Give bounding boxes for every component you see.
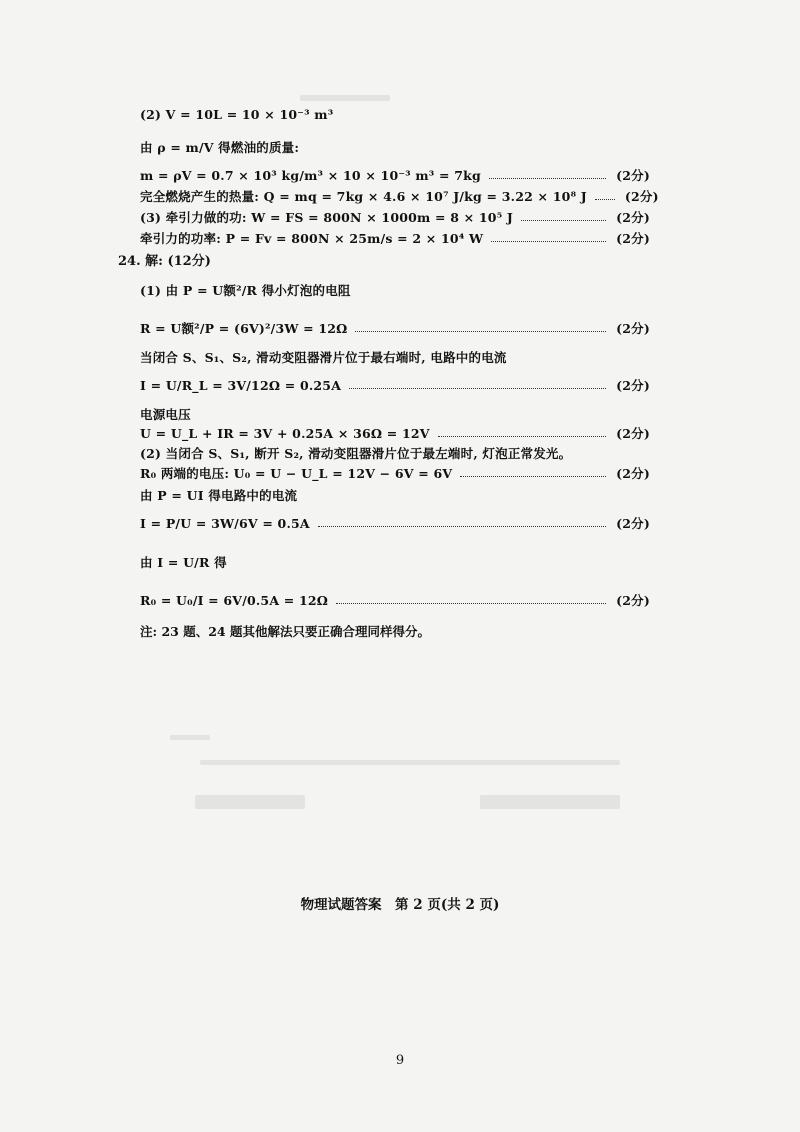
page-number: 9 — [395, 1053, 405, 1068]
answer-line — [140, 229, 650, 247]
leader-dots — [438, 436, 606, 437]
answer-line — [140, 591, 650, 609]
answer-text: 完全燃烧产生的热量: Q = mq = 7kg × 4.6 × 10⁷ J/kg = 3.22 × 10⁸ J — [140, 189, 587, 204]
answer-text: (3) 牵引力做的功: W = FS = 800N × 1000m = 8 × 10⁵ J — [140, 210, 514, 225]
score-label: (2分) — [616, 516, 650, 531]
answer-text: 由 P = UI 得电路中的电流 — [140, 488, 298, 503]
leader-dots — [460, 476, 606, 477]
score-label: (2分) — [616, 231, 650, 246]
answer-text: R₀ 两端的电压: U₀ = U − U_L = 12V − 6V = 6V — [140, 466, 453, 481]
page-footer: 物理试题答案 第 2 页(共 2 页) — [300, 897, 500, 913]
leader-dots — [489, 178, 606, 179]
grading-note: 注: 23 题、24 题其他解法只要正确合理同样得分。 — [140, 624, 430, 639]
score-label: (2分) — [616, 210, 650, 225]
answer-text: 牵引力的功率: P = Fv = 800N × 25m/s = 2 × 10⁴ W — [140, 231, 484, 246]
score-label: (2分) — [616, 378, 650, 393]
answer-text: U = U_L + IR = 3V + 0.25A × 36Ω = 12V — [140, 425, 430, 441]
answer-line — [140, 553, 650, 571]
leader-dots — [521, 220, 606, 221]
score-label: (2分) — [616, 321, 650, 336]
answer-text: R = U额²/P = (6V)²/3W = 12Ω — [140, 321, 348, 336]
answer-line — [140, 444, 650, 462]
leader-dots — [349, 388, 606, 389]
answer-text: 当闭合 S、S₁、S₂, 滑动变阻器滑片位于最右端时, 电路中的电流 — [140, 350, 507, 365]
leader-dots — [595, 199, 615, 200]
leader-dots — [355, 331, 606, 332]
answer-text: (2) V = 10L = 10 × 10⁻³ m³ — [140, 107, 334, 122]
answer-text: I = U/R_L = 3V/12Ω = 0.25A — [140, 377, 342, 393]
score-label: (2分) — [616, 593, 650, 608]
answer-line — [140, 348, 650, 366]
answer-line — [140, 166, 650, 184]
leader-dots — [318, 526, 606, 527]
answer-line — [140, 281, 650, 299]
question-heading: 24. 解: (12分) — [118, 254, 211, 269]
answer-text: 电源电压 — [140, 407, 191, 422]
score-label: (2分) — [624, 189, 659, 204]
answer-text: I = P/U = 3W/6V = 0.5A — [140, 515, 310, 531]
answer-line — [140, 208, 650, 226]
answer-line — [140, 187, 659, 205]
answer-text: m = ρV = 0.7 × 10³ kg/m³ × 10 × 10⁻³ m³ = 7kg — [140, 167, 481, 183]
answer-line — [140, 486, 650, 504]
scan-smudge — [170, 735, 210, 740]
answer-line — [140, 514, 650, 532]
scan-smudge — [195, 795, 305, 809]
answer-line — [140, 376, 650, 394]
scan-smudge — [200, 760, 620, 765]
answer-line — [140, 138, 650, 156]
answer-text: 由 I = U/R 得 — [140, 555, 227, 570]
scan-smudge — [300, 95, 390, 101]
answer-text: (1) 由 P = U额²/R 得小灯泡的电阻 — [140, 283, 351, 298]
scan-smudge — [480, 795, 620, 809]
answer-line — [140, 107, 650, 122]
answer-text: 由 ρ = m/V 得燃油的质量: — [140, 140, 300, 155]
score-label: (2分) — [616, 466, 650, 481]
answer-text: (2) 当闭合 S、S₁, 断开 S₂, 滑动变阻器滑片位于最左端时, 灯泡正常发光。 — [140, 446, 572, 461]
answer-text: R₀ = U₀/I = 6V/0.5A = 12Ω — [140, 592, 329, 608]
score-label: (2分) — [616, 168, 650, 183]
answer-line — [140, 319, 650, 337]
answer-line — [140, 464, 650, 482]
leader-dots — [491, 241, 606, 242]
score-label: (2分) — [616, 426, 650, 441]
answer-line — [140, 405, 650, 423]
leader-dots — [336, 603, 606, 604]
answer-line — [140, 424, 650, 442]
